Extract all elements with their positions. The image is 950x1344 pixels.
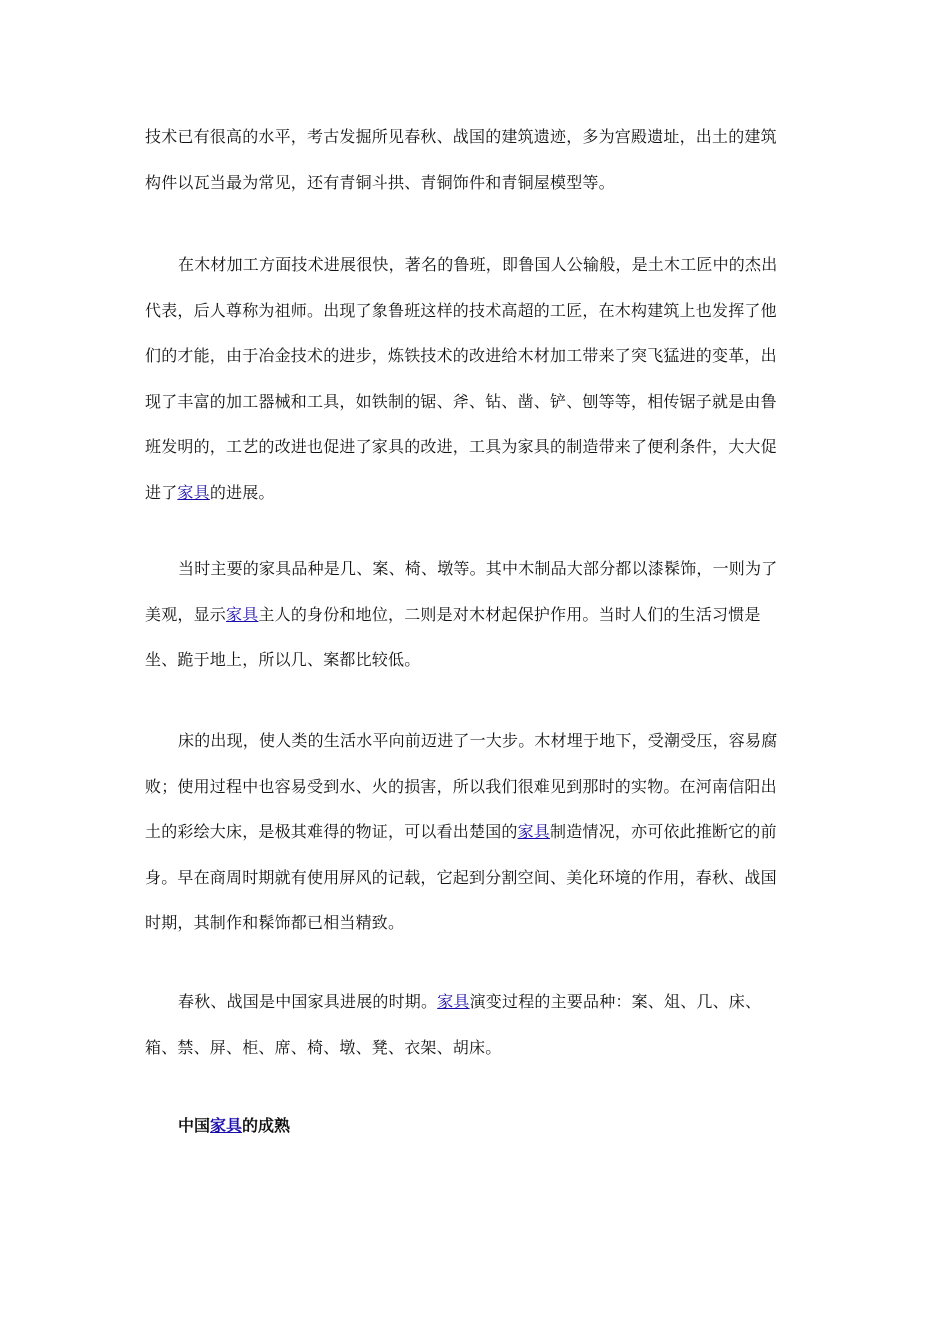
paragraph-line: 技术已有很高的水平，考古发掘所见春秋、战国的建筑遗迹，多为宫殿遗址，出土的建筑 <box>145 127 777 146</box>
paragraph-line: 构件以瓦当最为常见，还有青铜斗拱、青铜饰件和青铜屋模型等。 <box>145 172 615 192</box>
paragraph-3 <box>145 546 805 683</box>
paragraph-5 <box>145 979 805 1070</box>
furniture-link[interactable]: 家具 <box>437 992 470 1011</box>
paragraph-line <box>145 809 805 855</box>
paragraph-line: 现了丰富的加工器械和工具，如铁制的锯、斧、钻、凿、铲、刨等等，相传锯子就是由鲁 <box>145 391 777 411</box>
paragraph-line: 代表，后人尊称为祖师。出现了象鲁班这样的技术高超的工匠，在木构建筑上也发挥了他 <box>145 300 777 320</box>
paragraph-line: 床的出现，使人类的生活水平向前迈进了一大步。木材埋于地下，受潮受压，容易腐 <box>178 731 778 750</box>
paragraph-line: 坐、跪于地上，所以几、案都比较低。 <box>145 650 421 669</box>
text-segment: 春秋、战国是中国家具进展的时期。 <box>178 992 438 1011</box>
heading-segment: 的成熟 <box>242 1116 291 1135</box>
paragraph-4 <box>145 718 805 946</box>
paragraph-line: 在木材加工方面技术进展很快，著名的鲁班，即鲁国人公输般，是土木工匠中的杰出 <box>178 255 778 274</box>
furniture-link[interactable]: 家具 <box>177 482 210 502</box>
text-segment: 土的彩绘大床，是极其难得的物证，可以看出楚国的 <box>145 822 518 841</box>
paragraph-line <box>145 592 805 638</box>
paragraph-line: 当时主要的家具品种是几、案、椅、墩等。其中木制品大部分都以漆髹饰，一则为了 <box>178 559 778 578</box>
paragraph-2 <box>145 242 805 515</box>
paragraph-line <box>145 979 805 1025</box>
text-segment: 进了 <box>145 482 178 502</box>
paragraph-line: 败；使用过程中也容易受到水、火的损害，所以我们很难见到那时的实物。在河南信阳出 <box>145 776 777 796</box>
furniture-link[interactable]: 家具 <box>210 1116 243 1135</box>
text-segment: 演变过程的主要品种：案、俎、几、床、 <box>469 992 762 1011</box>
paragraph-1 <box>145 114 805 205</box>
paragraph-line: 身。早在商周时期就有使用屏风的记载，它起到分割空间、美化环境的作用，春秋、战国 <box>145 867 777 887</box>
paragraph-line: 班发明的，工艺的改进也促进了家具的改进，工具为家具的制造带来了便利条件，大大促 <box>145 437 777 456</box>
text-segment: 制造情况，亦可依此推断它的前 <box>550 822 777 841</box>
furniture-link[interactable]: 家具 <box>517 822 551 841</box>
paragraph-line: 们的才能，由于冶金技术的进步，炼铁技术的改进给木材加工带来了突飞猛进的变革，出 <box>145 346 777 365</box>
section-heading <box>178 1112 290 1140</box>
furniture-link[interactable]: 家具 <box>226 604 259 624</box>
paragraph-line: 时期，其制作和髹饰都已相当精致。 <box>145 913 405 932</box>
heading-segment: 中国 <box>178 1116 211 1135</box>
paragraph-line: 箱、禁、屏、柜、席、椅、墩、凳、衣架、胡床。 <box>145 1037 502 1057</box>
text-segment: 的进展。 <box>209 482 275 502</box>
text-segment: 美观，显示 <box>145 604 227 624</box>
paragraph-line <box>145 470 805 516</box>
text-segment: 主人的身份和地位，二则是对木材起保护作用。当时人们的生活习惯是 <box>258 604 761 624</box>
